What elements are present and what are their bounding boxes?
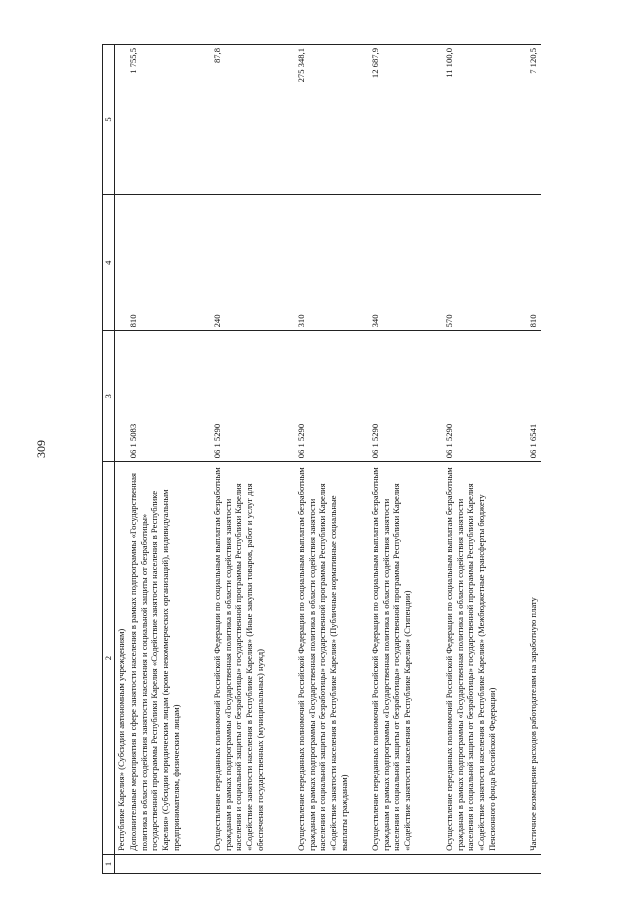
col-header-4: 4 [103,195,115,331]
col-header-5: 5 [103,45,115,195]
row-amount-cell: 1 755,5 [127,45,211,195]
row-code-cell: 06 1 5290 [443,331,527,462]
col-header-2: 2 [103,462,115,855]
row-code-cell [114,331,127,462]
row-name-cell: Республике Карелия» (Субсидии автономным учреждениям) [114,462,127,855]
row-index-cell [114,854,127,873]
table-row [295,45,369,874]
row-code-cell: 06 1 5290 [295,331,369,462]
row-code-cell: 06 1 5083 [127,331,211,462]
row-index-cell [127,854,211,873]
row-code-cell: 06 1 5290 [369,331,443,462]
row-kind-cell: 810 [127,195,211,331]
col-header-3: 3 [103,331,115,462]
row-kind-cell: 310 [295,195,369,331]
row-index-cell [211,854,295,873]
row-code-cell: 06 1 6541 [527,331,541,462]
row-name-cell: Осуществление переданных полномочий Российской Федерации по социальным выплатам безработным гражданам в рамках подпрограммы «Государственная политика в области содействия занятости населения и социальной защиты от безработицы» государственной программы Республики Карелия «Содействие занятости населения в Республике Карелия» (Межбюджетные трансферты бюджету Пенсионного фонда Российской Федерации) [443,462,527,855]
row-index-cell [369,854,443,873]
table-row [211,45,295,874]
row-kind-cell: 810 [527,195,541,331]
table-row [527,45,541,874]
row-name-cell: Осуществление переданных полномочий Российской Федерации по социальным выплатам безработным гражданам в рамках подпрограммы «Государственная политика в области содействия занятости населения и социальной защиты от безработицы» государственной программы Республики Карелия «Содействие занятости населения в Республике Карелия» (Стипендии) [369,462,443,855]
row-amount-cell: 87,8 [211,45,295,195]
row-kind-cell: 570 [443,195,527,331]
page-number: 309 [34,440,48,458]
header-row [103,45,115,874]
row-kind-cell: 340 [369,195,443,331]
table-row [443,45,527,874]
row-index-cell [295,854,369,873]
table-row [127,45,211,874]
row-name-cell: Дополнительные мероприятия в сфере занятости населения в рамках подпрограммы «Государственная политика в области содействия занятости населения и социальной защиты от безработицы» государственной программы Республики Карелия «Содействие занятости населения в Республике Карелия» (Субсидии юридическим лицам (кроме некоммерческих организаций), индивидуальным предпринимателям, физическим лицам) [127,462,211,855]
col-header-1: 1 [103,854,115,873]
table-row [369,45,443,874]
budget-table-rotated [102,44,539,874]
row-amount-cell: 11 100,0 [443,45,527,195]
row-code-cell: 06 1 5290 [211,331,295,462]
row-kind-cell [114,195,127,331]
row-index-cell [527,854,541,873]
row-name-cell: Осуществление переданных полномочий Российской Федерации по социальным выплатам безработным гражданам в рамках подпрограммы «Государственная политика в области содействия занятости населения и социальной защиты от безработицы» государственной программы Республики Карелия «Содействие занятости населения в Республике Карелия» (Иные закупки товаров, работ и услуг для обеспечения государственных (муниципальных) нужд) [211,462,295,855]
row-amount-cell [114,45,127,195]
budget-table [102,44,541,874]
row-amount-cell: 275 348,1 [295,45,369,195]
row-kind-cell: 240 [211,195,295,331]
table-row [114,45,127,874]
row-amount-cell: 7 120,5 [527,45,541,195]
row-amount-cell: 12 687,9 [369,45,443,195]
row-name-cell: Осуществление переданных полномочий Российской Федерации по социальным выплатам безработным гражданам в рамках подпрограммы «Государственная политика в области содействия занятости населения и социальной защиты от безработицы» государственной программы Республики Карелия «Содействие занятости населения в Республике Карелия» (Публичные нормативные социальные выплаты гражданам) [295,462,369,855]
row-index-cell [443,854,527,873]
row-name-cell: Частичное возмещение расходов работодателям на заработную плату [527,462,541,855]
